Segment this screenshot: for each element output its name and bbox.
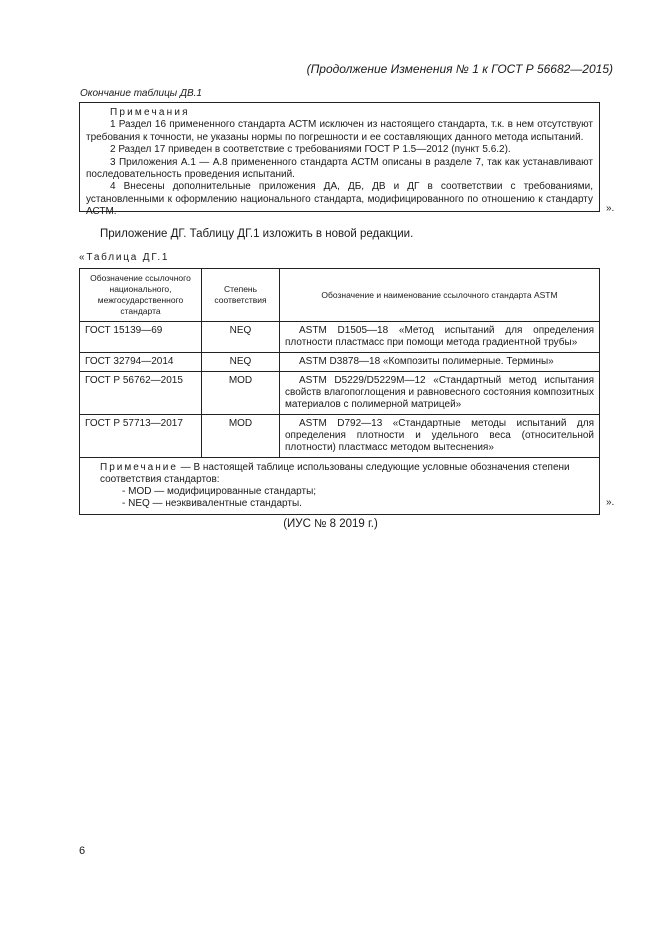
cell-astm: ASTM D1505—18 «Метод испытаний для определения плотности пластмасс при помощи метода градиентной трубы»: [280, 322, 600, 353]
cell-degree: NEQ: [202, 353, 280, 372]
note-title: Примечание: [100, 462, 178, 473]
note-4: 4 Внесены дополнительные приложения ДА, ДБ, ДВ и ДГ в соответствии с требованиями, установленными к оформлению национального стандарта, модифицированного по отношению к стандарту АСТМ.: [86, 181, 593, 218]
cell-astm: ASTM D792—13 «Стандартные методы испытаний для определения плотности и удельного веса (относительной плотности) пластмасс методом вытеснения»: [280, 415, 600, 458]
cell-degree: NEQ: [202, 322, 280, 353]
cell-astm: ASTM D5229/D5229M—12 «Стандартный метод испытания свойств влагопоглощения и равновесного состояния композитных материалов с полимерной матрицей»: [280, 372, 600, 415]
col-header-degree: Степень соответствия: [202, 269, 280, 322]
table-dg1-caption: «Таблица ДГ.1: [79, 252, 170, 263]
note-3: 3 Приложения А.1 — А.8 примененного стандарта АСТМ описаны в разделе 7, так как устанавливают последовательность проведения испытаний.: [86, 156, 593, 181]
instruction-text: Приложение ДГ. Таблицу ДГ.1 изложить в новой редакции.: [100, 228, 414, 240]
closing-quote-2: ».: [606, 497, 615, 508]
table-row: [80, 372, 600, 415]
cell-degree: MOD: [202, 372, 280, 415]
table-dv1-notes-box: [79, 102, 600, 218]
note-text: — В настоящей таблице использованы следующие условные обозначения степени соответствия стандартов:: [100, 462, 570, 485]
col-header-astm: Обозначение и наименование ссылочного стандарта ASTM: [280, 269, 600, 322]
note-2: 2 Раздел 17 приведен в соответствие с требованиями ГОСТ Р 1.5—2012 (пункт 5.6.2).: [110, 144, 511, 156]
note-paragraph: [86, 462, 593, 486]
table-row: [80, 415, 600, 458]
table-note-row: [80, 458, 600, 515]
table-row: [80, 353, 600, 372]
page-number: 6: [79, 845, 86, 857]
cell-std: ГОСТ 32794—2014: [80, 353, 202, 372]
cell-degree: MOD: [202, 415, 280, 458]
ius-reference: (ИУС № 8 2019 г.): [283, 518, 378, 530]
cell-std: ГОСТ Р 57713—2017: [80, 415, 202, 458]
table-header-row: [80, 269, 600, 322]
cell-std: ГОСТ 15139—69: [80, 322, 202, 353]
table-dg1: [79, 268, 600, 515]
table-note: [80, 458, 600, 515]
table-row: [80, 322, 600, 353]
cell-astm: ASTM D3878—18 «Композиты полимерные. Термины»: [280, 353, 600, 372]
notes-title: Примечания: [110, 107, 190, 118]
note-item-neq: - NEQ — неэквивалентные стандарты.: [122, 498, 302, 509]
page-header: (Продолжение Изменения № 1 к ГОСТ Р 56682—2015): [306, 62, 613, 76]
note-item-mod: - MOD — модифицированные стандарты;: [122, 486, 317, 497]
table-dv1-caption: Окончание таблицы ДВ.1: [80, 88, 202, 99]
closing-quote-1: ».: [606, 203, 615, 214]
cell-std: ГОСТ Р 56762—2015: [80, 372, 202, 415]
col-header-std: Обозначение ссылочного национального, межгосударственного стандарта: [80, 269, 202, 322]
note-1: 1 Раздел 16 примененного стандарта АСТМ исключен из настоящего стандарта, т.к. в нем отсутствуют требования к точности, не указаны нормы по погрешности и ее составляющих данного метода испытаний.: [86, 119, 593, 143]
